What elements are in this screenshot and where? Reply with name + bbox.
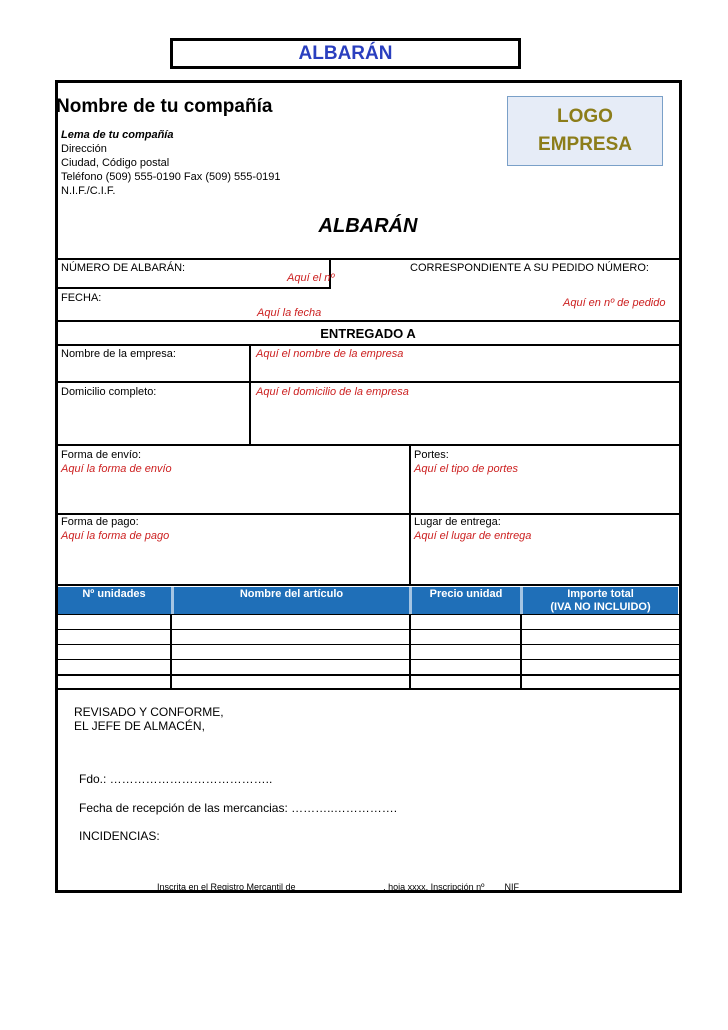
order-ref-value[interactable]: Aquí en nº de pedido [563,297,666,309]
header-unit-price: Precio unidad [429,588,503,600]
reception-date-line: Fecha de recepción de las mercancias: ………..……………. [79,801,398,815]
header-units: Nº unidades [82,588,146,600]
header-article-name: Nombre del artículo [239,588,344,600]
logo-placeholder [507,96,663,166]
register-note: Inscrita en el Registro Mercantil de _________________, hoja xxxx, Inscripción nº ___ NIF____________ [156,882,580,892]
company-phone: Teléfono (509) 555-0190 Fax (509) 555-0191 [61,171,281,183]
payment-value[interactable]: Aquí la forma de pago [61,530,170,542]
document-top-title: ALBARÁN [170,38,521,69]
company-tax-id: N.I.F./C.I.F. [61,185,116,197]
table-col-line [170,614,172,688]
divider [58,344,679,346]
table-row[interactable] [58,630,170,644]
reviewed-line1: REVISADO Y CONFORME, [74,705,224,719]
table-col-line [520,614,522,688]
reviewed-block [74,705,224,733]
divider [58,444,679,446]
recipient-address-value[interactable]: Aquí el domicilio de la empresa [256,386,409,398]
shipping-label: Forma de envío: [61,449,142,461]
logo-line1: LOGO [557,106,613,127]
divider [58,258,679,260]
company-address: Dirección [61,143,107,155]
recipient-company-label: Nombre de la empresa: [61,348,176,360]
shipping-value[interactable]: Aquí la forma de envío [61,463,172,475]
company-info [61,128,281,198]
header-total-note: (IVA NO INCLUIDO) [550,601,651,613]
divider [58,381,679,383]
delivery-place-value[interactable]: Aquí el lugar de entrega [414,530,532,542]
signature-line: Fdo.: ………………………………….. [79,772,273,786]
company-slogan: Lema de tu compañía [61,129,174,141]
albaran-number-label: NÚMERO DE ALBARÁN: [61,262,186,274]
items-table-header [58,587,678,614]
company-name: Nombre de tu compañía [56,96,273,117]
table-row[interactable] [58,615,170,629]
table-row-line [58,674,679,676]
table-bottom-border [58,688,679,690]
table-row[interactable] [58,660,170,674]
divider [58,513,679,515]
table-col-line [409,614,411,688]
divider [58,584,679,586]
header-total-label: Importe total [567,588,634,600]
divider [58,287,331,289]
freight-label: Portes: [414,449,449,461]
main-title: ALBARÁN [318,215,418,237]
divider [249,346,251,446]
order-ref-label: CORRESPONDIENTE A SU PEDIDO NÚMERO: [410,262,649,274]
header-total-amount [523,587,678,614]
albaran-number-value[interactable]: Aquí el nº [287,272,335,284]
divider [409,446,411,585]
delivered-to-heading: ENTREGADO A [320,326,416,341]
company-city: Ciudad, Código postal [61,157,170,169]
payment-label: Forma de pago: [61,516,139,528]
reviewed-line2: EL JEFE DE ALMACÉN, [74,719,205,733]
delivery-place-label: Lugar de entrega: [414,516,501,528]
date-label: FECHA: [61,292,102,304]
incidents-label: INCIDENCIAS: [79,829,160,843]
recipient-company-value[interactable]: Aquí el nombre de la empresa [256,348,404,360]
date-value[interactable]: Aquí la fecha [257,307,322,319]
logo-line2: EMPRESA [538,134,632,155]
divider [58,320,679,322]
recipient-address-label: Domicilio completo: [61,386,157,398]
freight-value[interactable]: Aquí el tipo de portes [414,463,518,475]
table-row[interactable] [58,645,170,659]
